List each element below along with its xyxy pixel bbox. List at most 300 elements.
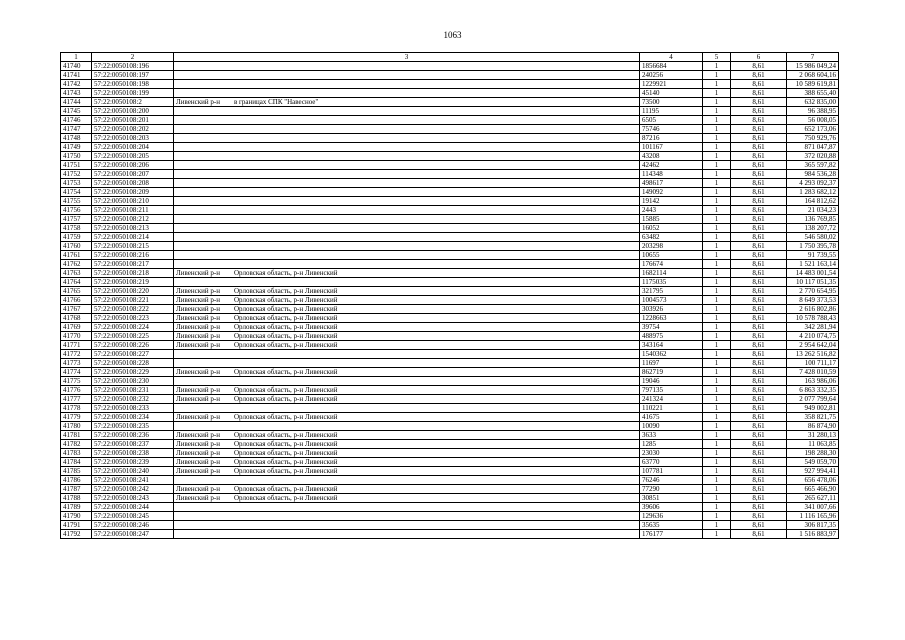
- rate-value: 8,61: [731, 458, 787, 467]
- address-cell: [174, 440, 640, 449]
- area-value: 6505: [640, 116, 703, 125]
- cadastral-number: 57:22:0050108:203: [92, 134, 174, 143]
- cadastral-number: 57:22:0050108:241: [92, 476, 174, 485]
- address-cell: [174, 206, 640, 215]
- location-text: Орловская область, р-н Ливенский: [234, 269, 338, 277]
- cadastral-value: 138 207,72: [787, 224, 839, 233]
- coefficient-value: 1: [703, 530, 731, 539]
- cadastral-number: 57:22:0050108:209: [92, 188, 174, 197]
- table-row: [61, 224, 839, 233]
- table-row: [61, 125, 839, 134]
- area-value: 76246: [640, 476, 703, 485]
- rate-value: 8,61: [731, 251, 787, 260]
- cadastral-number: 57:22:0050108:239: [92, 458, 174, 467]
- cadastral-number: 57:22:0050108:230: [92, 377, 174, 386]
- address-cell: [174, 215, 640, 224]
- row-number: 41780: [61, 422, 92, 431]
- cadastral-number: 57:22:0050108:237: [92, 440, 174, 449]
- area-value: 10090: [640, 422, 703, 431]
- area-value: 41675: [640, 413, 703, 422]
- address-cell: [174, 395, 640, 404]
- row-number: 41769: [61, 323, 92, 332]
- address-cell: [174, 296, 640, 305]
- cadastral-number: 57:22:0050108:238: [92, 449, 174, 458]
- row-number: 41790: [61, 512, 92, 521]
- coefficient-value: 1: [703, 170, 731, 179]
- rate-value: 8,61: [731, 530, 787, 539]
- table-row: [61, 233, 839, 242]
- row-number: 41755: [61, 197, 92, 206]
- table-row: [61, 197, 839, 206]
- district-name: Ливенский р-н: [176, 323, 220, 331]
- coefficient-value: 1: [703, 440, 731, 449]
- area-value: 87216: [640, 134, 703, 143]
- rate-value: 8,61: [731, 404, 787, 413]
- row-number: 41744: [61, 98, 92, 107]
- address-cell: [174, 80, 640, 89]
- coefficient-value: 1: [703, 377, 731, 386]
- area-value: 303926: [640, 305, 703, 314]
- location-text: в границах СПК "Навесное": [234, 98, 319, 106]
- row-number: 41765: [61, 287, 92, 296]
- row-number: 41749: [61, 143, 92, 152]
- coefficient-value: 1: [703, 278, 731, 287]
- cadastral-value: 1 521 163,14: [787, 260, 839, 269]
- coefficient-value: 1: [703, 323, 731, 332]
- table-row: [61, 512, 839, 521]
- table-row: [61, 71, 839, 80]
- area-value: 1856684: [640, 62, 703, 71]
- row-number: 41791: [61, 521, 92, 530]
- rate-value: 8,61: [731, 422, 787, 431]
- area-value: 498617: [640, 179, 703, 188]
- address-cell: [174, 161, 640, 170]
- area-value: 110221: [640, 404, 703, 413]
- row-number: 41759: [61, 233, 92, 242]
- row-number: 41754: [61, 188, 92, 197]
- rate-value: 8,61: [731, 476, 787, 485]
- rate-value: 8,61: [731, 332, 787, 341]
- location-text: Орловская область, р-н Ливенский: [234, 341, 338, 349]
- row-number: 41748: [61, 134, 92, 143]
- district-name: Ливенский р-н: [176, 431, 220, 439]
- cadastral-number: 57:22:0050108:204: [92, 143, 174, 152]
- area-value: 488975: [640, 332, 703, 341]
- row-number: 41763: [61, 269, 92, 278]
- coefficient-value: 1: [703, 80, 731, 89]
- address-cell: [174, 179, 640, 188]
- table-row: [61, 62, 839, 71]
- rate-value: 8,61: [731, 449, 787, 458]
- table-row: [61, 521, 839, 530]
- address-cell: [174, 467, 640, 476]
- area-value: 43208: [640, 152, 703, 161]
- address-cell: [174, 188, 640, 197]
- rate-value: 8,61: [731, 269, 787, 278]
- coefficient-value: 1: [703, 116, 731, 125]
- cadastral-value: 656 478,06: [787, 476, 839, 485]
- location-text: Орловская область, р-н Ливенский: [234, 485, 338, 493]
- cadastral-value: 665 466,90: [787, 485, 839, 494]
- address-cell: [174, 116, 640, 125]
- coefficient-value: 1: [703, 161, 731, 170]
- table-row: [61, 377, 839, 386]
- area-value: 11697: [640, 359, 703, 368]
- header-cell-5: 5: [703, 53, 731, 62]
- cadastral-number: 57:22:0050108:211: [92, 206, 174, 215]
- table-row: [61, 170, 839, 179]
- address-cell: [174, 62, 640, 71]
- coefficient-value: 1: [703, 314, 731, 323]
- area-value: 63482: [640, 233, 703, 242]
- rate-value: 8,61: [731, 152, 787, 161]
- coefficient-value: 1: [703, 269, 731, 278]
- row-number: 41785: [61, 467, 92, 476]
- table-row: [61, 206, 839, 215]
- cadastral-number: 57:22:0050108:220: [92, 287, 174, 296]
- cadastral-number: 57:22:0050108:197: [92, 71, 174, 80]
- row-number: 41757: [61, 215, 92, 224]
- location-text: Орловская область, р-н Ливенский: [234, 494, 338, 502]
- table-row: [61, 476, 839, 485]
- district-name: Ливенский р-н: [176, 269, 220, 277]
- registry-table: [60, 52, 839, 539]
- address-cell: [174, 260, 640, 269]
- header-cell-7: 7: [787, 53, 839, 62]
- cadastral-number: 57:22:0050108:242: [92, 485, 174, 494]
- cadastral-number: 57:22:0050108:221: [92, 296, 174, 305]
- table-row: [61, 296, 839, 305]
- district-name: Ливенский р-н: [176, 485, 220, 493]
- area-value: 63770: [640, 458, 703, 467]
- address-cell: [174, 449, 640, 458]
- address-cell: [174, 224, 640, 233]
- cadastral-value: 871 047,87: [787, 143, 839, 152]
- row-number: 41768: [61, 314, 92, 323]
- coefficient-value: 1: [703, 233, 731, 242]
- coefficient-value: 1: [703, 107, 731, 116]
- row-number: 41772: [61, 350, 92, 359]
- location-text: Орловская область, р-н Ливенский: [234, 449, 338, 457]
- table-row: [61, 260, 839, 269]
- address-cell: [174, 476, 640, 485]
- address-cell: [174, 323, 640, 332]
- rate-value: 8,61: [731, 341, 787, 350]
- address-cell: [174, 89, 640, 98]
- table-row: [61, 305, 839, 314]
- area-value: 23030: [640, 449, 703, 458]
- cadastral-number: 57:22:0050108:2: [92, 98, 174, 107]
- cadastral-value: 15 986 049,24: [787, 62, 839, 71]
- cadastral-number: 57:22:0050108:240: [92, 467, 174, 476]
- row-number: 41752: [61, 170, 92, 179]
- address-cell: [174, 197, 640, 206]
- rate-value: 8,61: [731, 377, 787, 386]
- coefficient-value: 1: [703, 224, 731, 233]
- table-row: [61, 395, 839, 404]
- table-row: [61, 269, 839, 278]
- row-number: 41781: [61, 431, 92, 440]
- rate-value: 8,61: [731, 305, 787, 314]
- district-name: Ливенский р-н: [176, 413, 220, 421]
- row-number: 41792: [61, 530, 92, 539]
- rate-value: 8,61: [731, 314, 787, 323]
- table-row: [61, 80, 839, 89]
- cadastral-number: 57:22:0050108:208: [92, 179, 174, 188]
- rate-value: 8,61: [731, 125, 787, 134]
- address-cell: [174, 269, 640, 278]
- cadastral-value: 2 616 802,86: [787, 305, 839, 314]
- header-cell-4: 4: [640, 53, 703, 62]
- row-number: 41782: [61, 440, 92, 449]
- table-row: [61, 413, 839, 422]
- table-row: [61, 107, 839, 116]
- row-number: 41741: [61, 71, 92, 80]
- rate-value: 8,61: [731, 197, 787, 206]
- cadastral-number: 57:22:0050108:228: [92, 359, 174, 368]
- cadastral-value: 14 483 001,54: [787, 269, 839, 278]
- area-value: 11195: [640, 107, 703, 116]
- table-row: [61, 314, 839, 323]
- coefficient-value: 1: [703, 287, 731, 296]
- cadastral-value: 2 068 604,16: [787, 71, 839, 80]
- table-row: [61, 440, 839, 449]
- row-number: 41789: [61, 503, 92, 512]
- coefficient-value: 1: [703, 431, 731, 440]
- district-name: Ливенский р-н: [176, 341, 220, 349]
- rate-value: 8,61: [731, 503, 787, 512]
- cadastral-value: 2 770 654,95: [787, 287, 839, 296]
- area-value: 30851: [640, 494, 703, 503]
- rate-value: 8,61: [731, 395, 787, 404]
- row-number: 41753: [61, 179, 92, 188]
- cadastral-number: 57:22:0050108:200: [92, 107, 174, 116]
- rate-value: 8,61: [731, 206, 787, 215]
- coefficient-value: 1: [703, 485, 731, 494]
- location-text: Орловская область, р-н Ливенский: [234, 467, 338, 475]
- rate-value: 8,61: [731, 350, 787, 359]
- area-value: 2443: [640, 206, 703, 215]
- cadastral-value: 10 578 788,43: [787, 314, 839, 323]
- coefficient-value: 1: [703, 494, 731, 503]
- area-value: 1229921: [640, 80, 703, 89]
- rate-value: 8,61: [731, 431, 787, 440]
- cadastral-value: 91 739,55: [787, 251, 839, 260]
- table-row: [61, 458, 839, 467]
- district-name: Ливенский р-н: [176, 98, 220, 106]
- area-value: 39754: [640, 323, 703, 332]
- coefficient-value: 1: [703, 476, 731, 485]
- address-cell: [174, 332, 640, 341]
- location-text: Орловская область, р-н Ливенский: [234, 314, 338, 322]
- row-number: 41742: [61, 80, 92, 89]
- coefficient-value: 1: [703, 368, 731, 377]
- address-cell: [174, 359, 640, 368]
- area-value: 321795: [640, 287, 703, 296]
- rate-value: 8,61: [731, 386, 787, 395]
- coefficient-value: 1: [703, 296, 731, 305]
- cadastral-number: 57:22:0050108:219: [92, 278, 174, 287]
- district-name: Ливенский р-н: [176, 395, 220, 403]
- table-row: [61, 431, 839, 440]
- cadastral-number: 57:22:0050108:199: [92, 89, 174, 98]
- rate-value: 8,61: [731, 278, 787, 287]
- row-number: 41783: [61, 449, 92, 458]
- address-cell: [174, 71, 640, 80]
- location-text: Орловская область, р-н Ливенский: [234, 296, 338, 304]
- cadastral-number: 57:22:0050108:212: [92, 215, 174, 224]
- rate-value: 8,61: [731, 107, 787, 116]
- rate-value: 8,61: [731, 260, 787, 269]
- district-name: Ливенский р-н: [176, 368, 220, 376]
- address-cell: [174, 170, 640, 179]
- address-cell: [174, 494, 640, 503]
- table-row: [61, 134, 839, 143]
- area-value: 3633: [640, 431, 703, 440]
- rate-value: 8,61: [731, 188, 787, 197]
- district-name: Ливенский р-н: [176, 314, 220, 322]
- table-row: [61, 386, 839, 395]
- district-name: Ливенский р-н: [176, 449, 220, 457]
- row-number: 41770: [61, 332, 92, 341]
- cadastral-number: 57:22:0050108:198: [92, 80, 174, 89]
- table-row: [61, 116, 839, 125]
- row-number: 41758: [61, 224, 92, 233]
- location-text: Орловская область, р-н Ливенский: [234, 413, 338, 421]
- cadastral-value: 4 293 092,37: [787, 179, 839, 188]
- coefficient-value: 1: [703, 467, 731, 476]
- rate-value: 8,61: [731, 323, 787, 332]
- cadastral-value: 86 874,90: [787, 422, 839, 431]
- cadastral-number: 57:22:0050108:231: [92, 386, 174, 395]
- area-value: 75746: [640, 125, 703, 134]
- rate-value: 8,61: [731, 224, 787, 233]
- cadastral-number: 57:22:0050108:226: [92, 341, 174, 350]
- cadastral-value: 388 655,40: [787, 89, 839, 98]
- rate-value: 8,61: [731, 521, 787, 530]
- table-row: [61, 359, 839, 368]
- cadastral-number: 57:22:0050108:222: [92, 305, 174, 314]
- cadastral-number: 57:22:0050108:243: [92, 494, 174, 503]
- district-name: Ливенский р-н: [176, 332, 220, 340]
- district-name: Ливенский р-н: [176, 458, 220, 466]
- cadastral-value: 1 116 165,96: [787, 512, 839, 521]
- rate-value: 8,61: [731, 161, 787, 170]
- address-cell: [174, 422, 640, 431]
- area-value: 77290: [640, 485, 703, 494]
- cadastral-value: 136 769,85: [787, 215, 839, 224]
- cadastral-number: 57:22:0050108:202: [92, 125, 174, 134]
- table-row: [61, 251, 839, 260]
- coefficient-value: 1: [703, 188, 731, 197]
- coefficient-value: 1: [703, 215, 731, 224]
- address-cell: [174, 242, 640, 251]
- coefficient-value: 1: [703, 359, 731, 368]
- coefficient-value: 1: [703, 62, 731, 71]
- address-cell: [174, 521, 640, 530]
- row-number: 41761: [61, 251, 92, 260]
- cadastral-number: 57:22:0050108:224: [92, 323, 174, 332]
- cadastral-value: 21 034,23: [787, 206, 839, 215]
- cadastral-value: 365 597,82: [787, 161, 839, 170]
- location-text: Орловская область, р-н Ливенский: [234, 431, 338, 439]
- area-value: 1285: [640, 440, 703, 449]
- coefficient-value: 1: [703, 503, 731, 512]
- cadastral-number: 57:22:0050108:216: [92, 251, 174, 260]
- area-value: 19046: [640, 377, 703, 386]
- row-number: 41786: [61, 476, 92, 485]
- cadastral-value: 984 536,28: [787, 170, 839, 179]
- address-cell: [174, 233, 640, 242]
- table-row: [61, 404, 839, 413]
- coefficient-value: 1: [703, 458, 731, 467]
- area-value: 203298: [640, 242, 703, 251]
- address-cell: [174, 278, 640, 287]
- coefficient-value: 1: [703, 341, 731, 350]
- table-row: [61, 161, 839, 170]
- location-text: Орловская область, р-н Ливенский: [234, 386, 338, 394]
- address-cell: [174, 377, 640, 386]
- address-cell: [174, 98, 640, 107]
- row-number: 41764: [61, 278, 92, 287]
- row-number: 41775: [61, 377, 92, 386]
- coefficient-value: 1: [703, 98, 731, 107]
- coefficient-value: 1: [703, 206, 731, 215]
- location-text: Орловская область, р-н Ливенский: [234, 458, 338, 466]
- address-cell: [174, 251, 640, 260]
- district-name: Ливенский р-н: [176, 440, 220, 448]
- row-number: 41778: [61, 404, 92, 413]
- header-cell-1: 1: [61, 53, 92, 62]
- area-value: 114348: [640, 170, 703, 179]
- rate-value: 8,61: [731, 512, 787, 521]
- cadastral-number: 57:22:0050108:205: [92, 152, 174, 161]
- row-number: 41779: [61, 413, 92, 422]
- rate-value: 8,61: [731, 215, 787, 224]
- table-row: [61, 215, 839, 224]
- coefficient-value: 1: [703, 404, 731, 413]
- header-cell-3: 3: [174, 53, 640, 62]
- rate-value: 8,61: [731, 143, 787, 152]
- area-value: 1004573: [640, 296, 703, 305]
- cadastral-value: 358 821,75: [787, 413, 839, 422]
- rate-value: 8,61: [731, 134, 787, 143]
- cadastral-value: 2 954 642,04: [787, 341, 839, 350]
- cadastral-number: 57:22:0050108:196: [92, 62, 174, 71]
- address-cell: [174, 107, 640, 116]
- coefficient-value: 1: [703, 512, 731, 521]
- cadastral-value: 2 077 799,64: [787, 395, 839, 404]
- cadastral-number: 57:22:0050108:223: [92, 314, 174, 323]
- address-cell: [174, 143, 640, 152]
- row-number: 41784: [61, 458, 92, 467]
- rate-value: 8,61: [731, 80, 787, 89]
- address-cell: [174, 485, 640, 494]
- header-cell-2: 2: [92, 53, 174, 62]
- cadastral-value: 6 863 332,35: [787, 386, 839, 395]
- address-cell: [174, 350, 640, 359]
- coefficient-value: 1: [703, 179, 731, 188]
- rate-value: 8,61: [731, 116, 787, 125]
- rate-value: 8,61: [731, 440, 787, 449]
- cadastral-value: 306 817,35: [787, 521, 839, 530]
- address-cell: [174, 530, 640, 539]
- cadastral-value: 11 063,85: [787, 440, 839, 449]
- table-row: [61, 341, 839, 350]
- coefficient-value: 1: [703, 422, 731, 431]
- row-number: 41776: [61, 386, 92, 395]
- area-value: 42462: [640, 161, 703, 170]
